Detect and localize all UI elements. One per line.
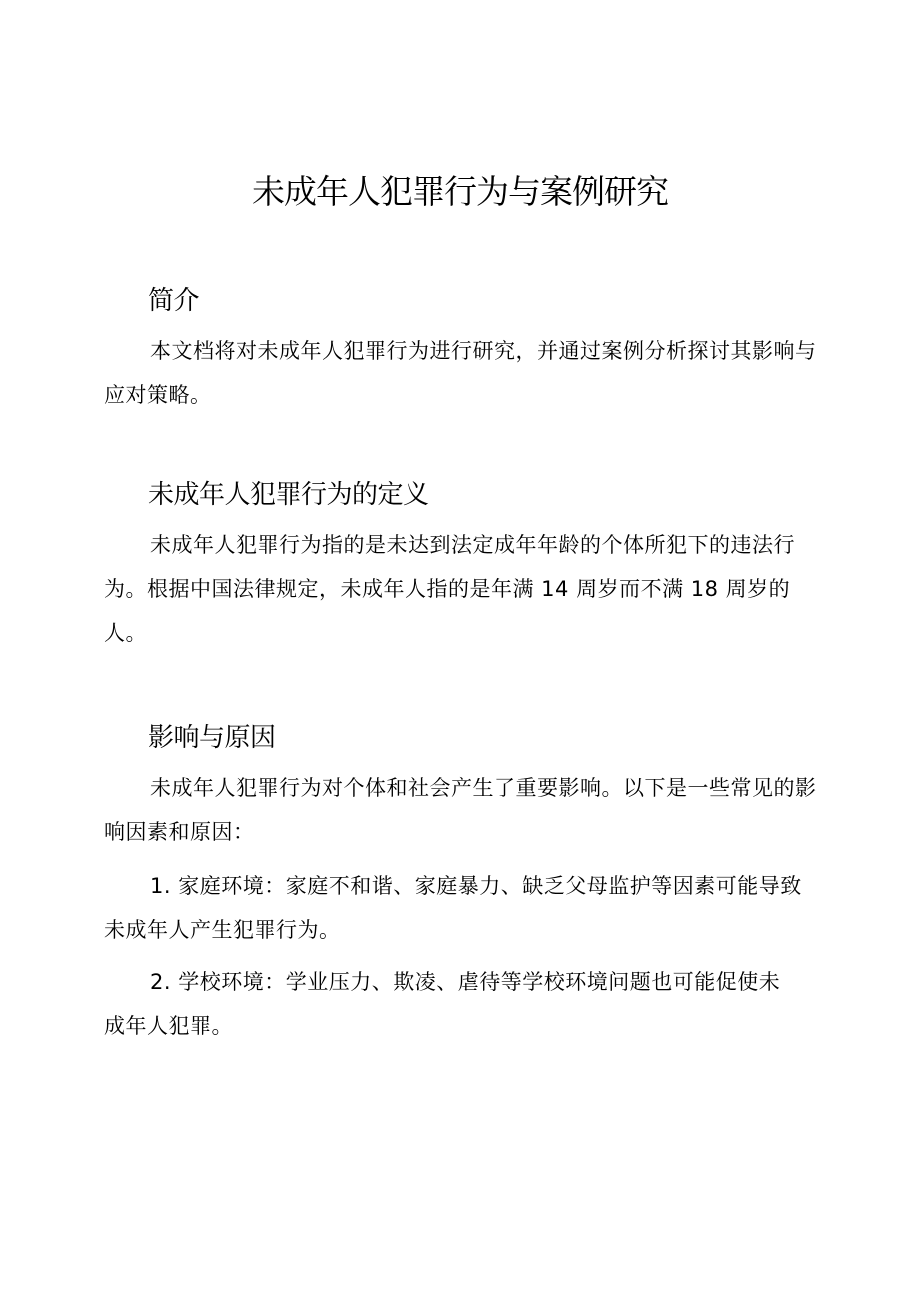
definition-paragraph: 未成年人犯罪行为指的是未达到法定成年年龄的个体所犯下的违法行为。根据中国法律规定，未成年人指的是年满 14 周岁而不满 18 周岁的人。: [104, 533, 795, 645]
cause-item-family: 1. 家庭环境：家庭不和谐、家庭暴力、缺乏父母监护等因素可能导致未成年人产生犯罪行为。: [104, 874, 802, 942]
document-title: 未成年人犯罪行为与案例研究: [252, 172, 668, 211]
intro-paragraph: 本文档将对未成年人犯罪行为进行研究，并通过案例分析探讨其影响与应对策略。: [104, 339, 817, 407]
section-heading-intro: 简介: [148, 286, 200, 316]
causes-intro-paragraph: 未成年人犯罪行为对个体和社会产生了重要影响。以下是一些常见的影响因素和原因：: [104, 776, 817, 844]
cause-item-school: 2. 学校环境：学业压力、欺凌、虐待等学校环境问题也可能促使未成年人犯罪。: [104, 970, 781, 1038]
section-heading-definition: 未成年人犯罪行为的定义: [148, 480, 429, 510]
section-heading-causes: 影响与原因: [148, 723, 276, 753]
